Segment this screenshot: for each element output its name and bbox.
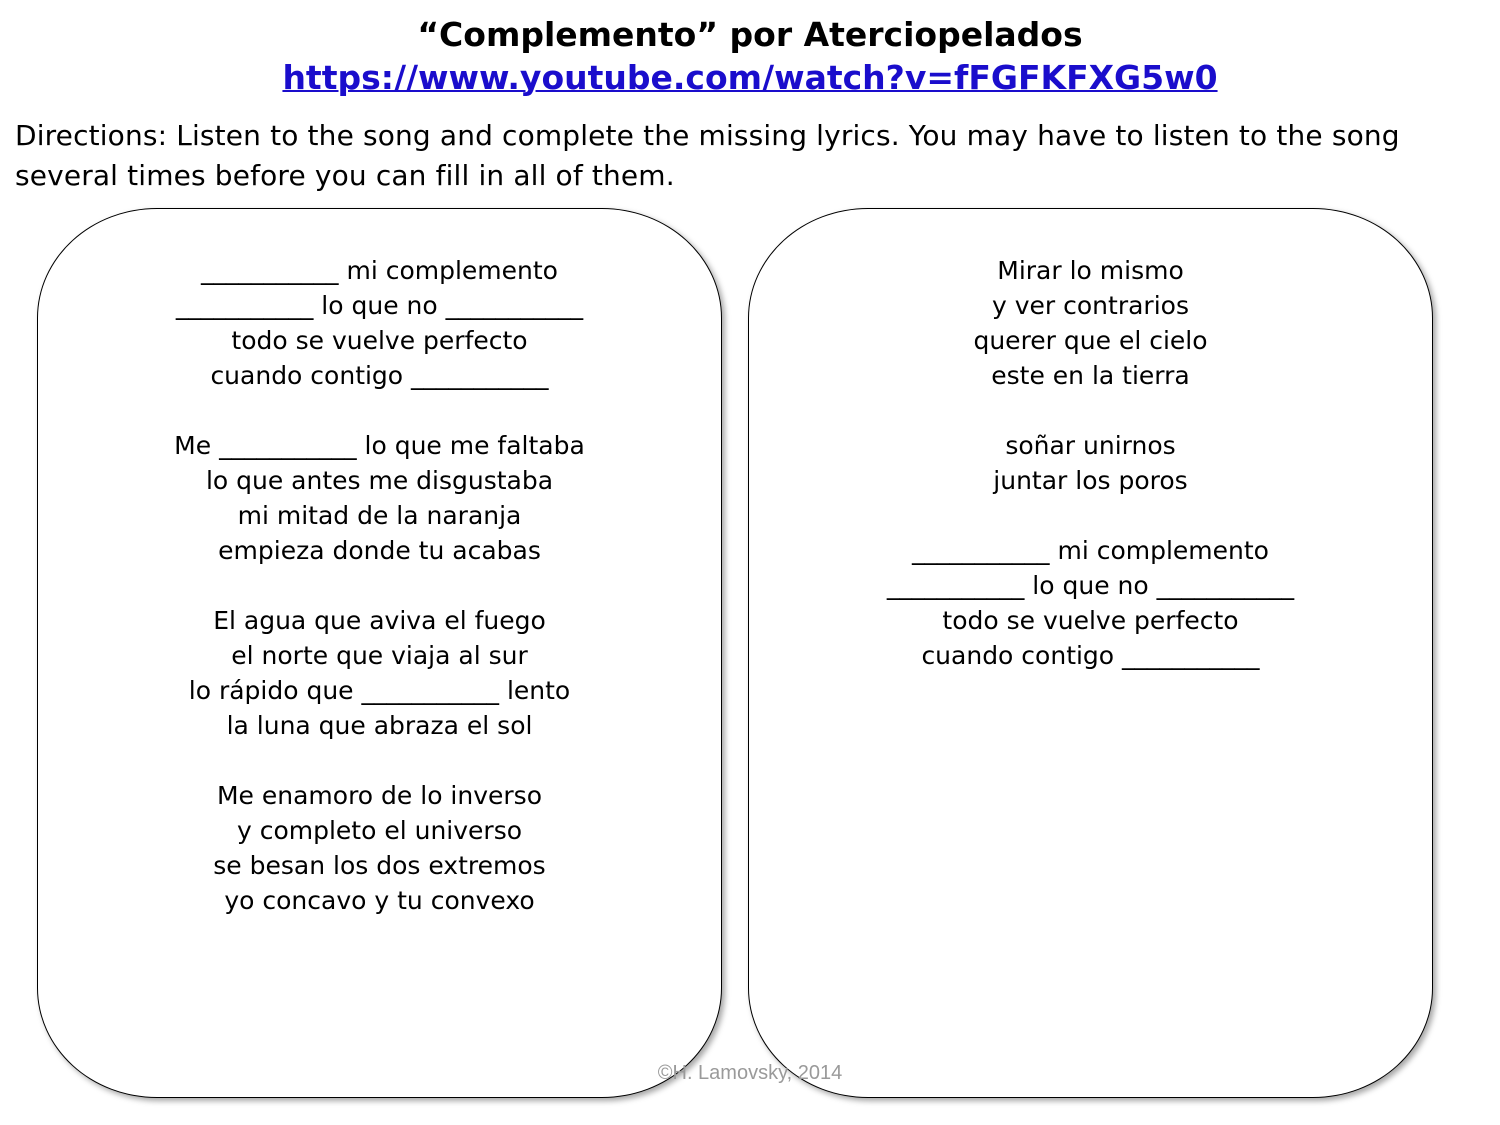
lyric-line: ___________ lo que no ___________ xyxy=(886,571,1295,600)
lyric-line: yo concavo y tu convexo xyxy=(224,886,535,915)
stanza-gap xyxy=(38,743,721,778)
lyric-line: soñar unirnos xyxy=(1005,431,1176,460)
lyrics-right xyxy=(749,253,1432,673)
lyric-line: ___________ mi complemento xyxy=(201,256,558,285)
lyrics-card-right xyxy=(748,208,1433,1098)
lyric-line: Mirar lo mismo xyxy=(997,256,1184,285)
lyric-line: querer que el cielo xyxy=(973,326,1208,355)
directions-text: Directions: Listen to the song and complete the missing lyrics. You may have to listen to the song several times before you can fill in all of them. xyxy=(15,119,1400,192)
lyric-line: se besan los dos extremos xyxy=(213,851,546,880)
lyric-line: Me enamoro de lo inverso xyxy=(216,781,542,810)
lyrics-card-left xyxy=(37,208,722,1098)
lyric-line: lo que antes me disgustaba xyxy=(205,466,554,495)
lyric-line: ___________ mi complemento xyxy=(912,536,1269,565)
lyric-line: y completo el universo xyxy=(236,816,523,845)
lyric-line: Me ___________ lo que me faltaba xyxy=(174,431,585,460)
lyric-line: y ver contrarios xyxy=(992,291,1189,320)
copyright-notice: ©H. Lamovsky, 2014 xyxy=(657,1062,843,1084)
lyric-line: el norte que viaja al sur xyxy=(231,641,528,670)
lyrics-left xyxy=(38,253,721,918)
lyric-line: cuando contigo ___________ xyxy=(921,641,1260,670)
stanza-gap xyxy=(38,568,721,603)
lyric-line: la luna que abraza el sol xyxy=(226,711,533,740)
lyric-line: cuando contigo ___________ xyxy=(210,361,549,390)
youtube-link[interactable]: https://www.youtube.com/watch?v=fFGFKFXG5w0 xyxy=(282,58,1218,97)
lyric-line: todo se vuelve perfecto xyxy=(231,326,528,355)
stanza-gap xyxy=(749,393,1432,428)
lyric-line: El agua que aviva el fuego xyxy=(213,606,546,635)
lyric-line: todo se vuelve perfecto xyxy=(942,606,1239,635)
worksheet-title: “Complemento” por Aterciopelados xyxy=(417,15,1083,54)
lyric-line: mi mitad de la naranja xyxy=(237,501,522,530)
lyric-line: este en la tierra xyxy=(991,361,1190,390)
stanza-gap xyxy=(749,498,1432,533)
lyric-line: empieza donde tu acabas xyxy=(218,536,541,565)
lyric-line: juntar los poros xyxy=(993,466,1188,495)
youtube-link-container xyxy=(0,56,1500,100)
lyric-line: lo rápido que ___________ lento xyxy=(188,676,571,705)
stanza-gap xyxy=(38,393,721,428)
lyric-line: ___________ lo que no ___________ xyxy=(175,291,584,320)
